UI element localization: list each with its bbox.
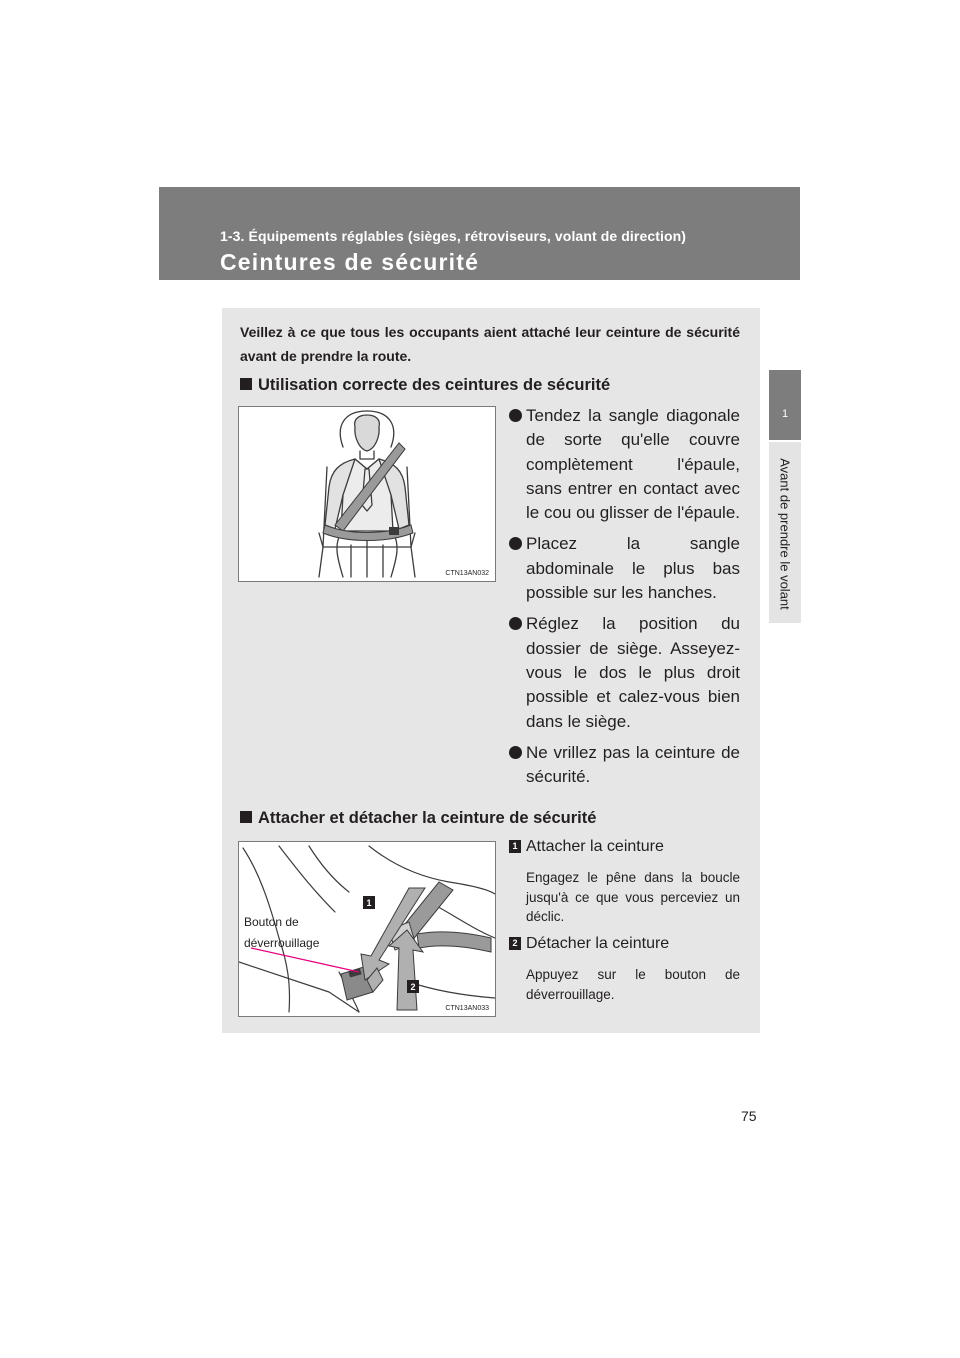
bullet-item: Ne vrillez pas la ceinture de sécurité. — [509, 741, 740, 790]
step-description: Appuyez sur le bouton de déverrouillage. — [526, 967, 740, 1002]
bullet-dot-icon — [509, 409, 522, 422]
svg-text:2: 2 — [410, 982, 416, 992]
bullet-dot-icon — [509, 537, 522, 550]
bullet-item: Tendez la sangle diagonale de sorte qu'elle couvre complètement l'épaule, sans entrer en contact avec le cou ou glisser de l'épaule. — [509, 404, 740, 525]
intro-text: Veillez à ce que tous les occupants aient attaché leur ceinture de sécurité avant de prendre la route. — [240, 324, 740, 364]
step-title: Attacher la ceinture — [526, 838, 664, 855]
step-number-badge: 2 — [509, 937, 521, 950]
section-heading-fasten — [240, 809, 596, 828]
step-number-badge: 1 — [509, 840, 521, 853]
figure-code: CTN13AN033 — [445, 1005, 489, 1012]
chapter-number: 1 — [781, 408, 789, 420]
page-title: Ceintures de sécurité — [220, 249, 480, 275]
step-title: Détacher la ceinture — [526, 935, 670, 952]
bullet-item: Réglez la position du dossier de siège. Asseyez-vous le dos le plus droit possible et calez-vous bien dans le siège. — [509, 612, 740, 733]
chapter-tab — [769, 370, 801, 440]
seated-person-illustration — [239, 407, 495, 581]
chapter-title: Avant de prendre le volant — [777, 458, 793, 610]
svg-text:1: 1 — [366, 898, 372, 908]
figure-seated-person — [238, 406, 496, 582]
bullet-dot-icon — [509, 617, 522, 630]
square-bullet-icon — [240, 811, 252, 823]
section-label: 1-3. Équipements réglables (sièges, rétroviseurs, volant de direction) — [220, 228, 687, 244]
page-number: 75 — [741, 1108, 757, 1124]
section-heading-usage — [240, 376, 610, 395]
step-description: Engagez le pêne dans la boucle jusqu'à ce que vous perceviez un déclic. — [526, 870, 740, 924]
release-button-callout: Bouton de déverrouillage — [244, 915, 320, 950]
bullet-dot-icon — [509, 746, 522, 759]
chapter-title-tab — [769, 442, 801, 623]
square-bullet-icon — [240, 378, 252, 390]
section-heading-text: Attacher et détacher la ceinture de sécurité — [258, 809, 597, 827]
bullet-item: Placez la sangle abdominale le plus bas possible sur les hanches. — [509, 532, 740, 605]
usage-bullet-list — [509, 404, 740, 796]
section-heading-text: Utilisation correcte des ceintures de sécurité — [258, 376, 611, 394]
figure-code: CTN13AN032 — [445, 570, 489, 577]
